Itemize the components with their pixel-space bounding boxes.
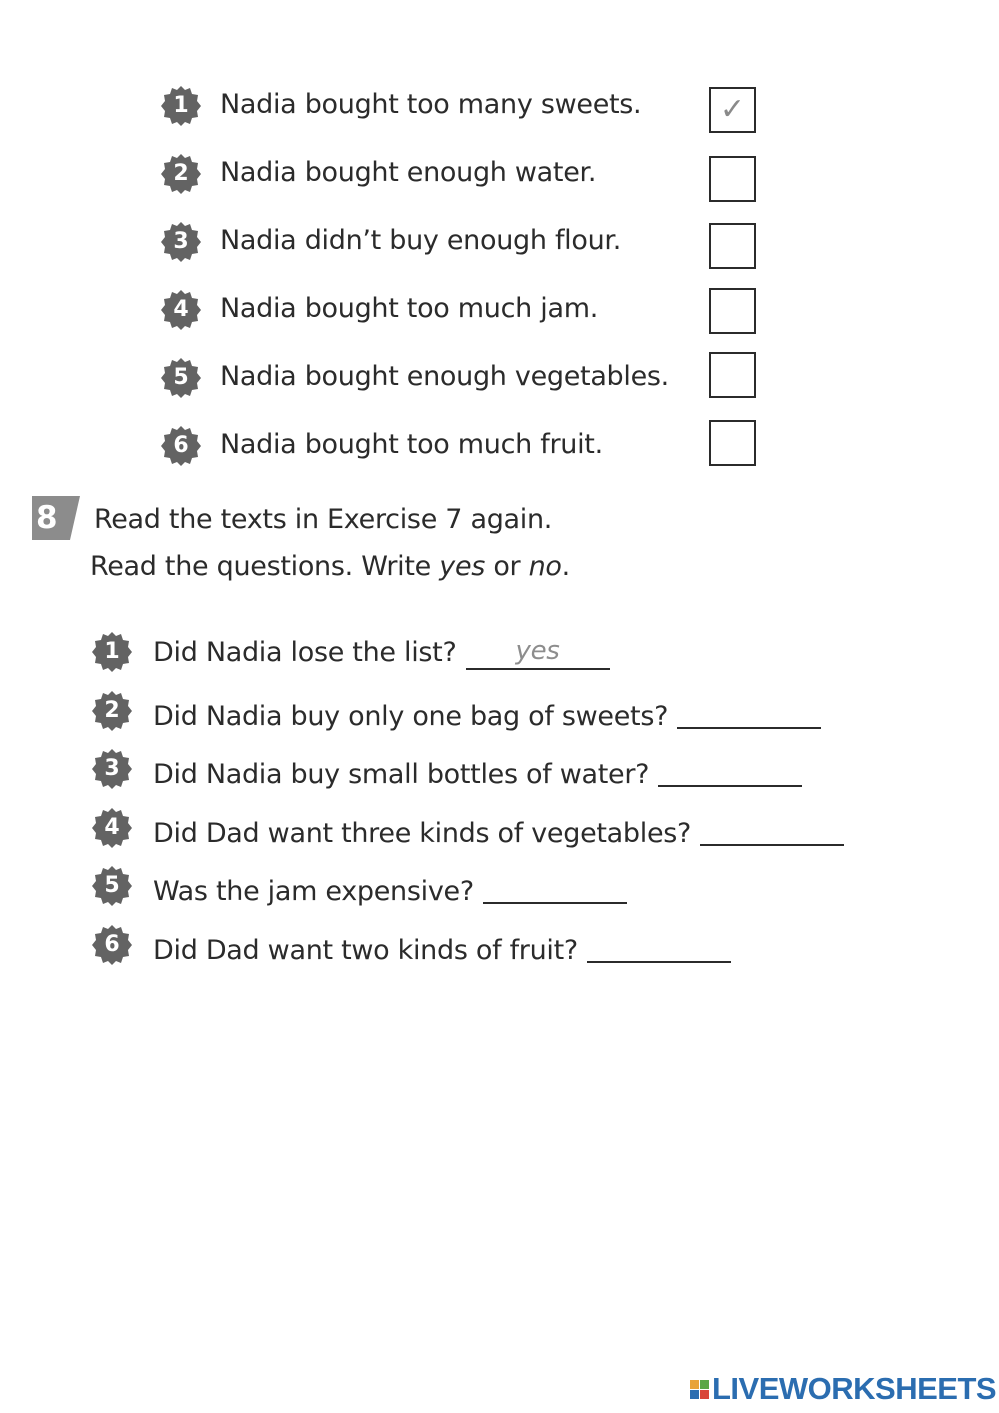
question [153, 636, 610, 670]
badge-number: 4 [104, 815, 120, 840]
statement-checkbox[interactable] [709, 87, 756, 133]
number-badge-icon [160, 289, 202, 331]
instruction-word-no: no [528, 551, 562, 582]
badge-number: 6 [173, 433, 189, 458]
instruction-text: Read the questions. Write [90, 551, 440, 582]
statement-text: Nadia bought too many sweets. [220, 89, 642, 120]
question-text: Did Nadia buy small bottles of water? [153, 759, 650, 790]
number-badge-icon [91, 748, 133, 790]
check-mark-icon: ✓ [719, 92, 746, 127]
number-badge-icon [91, 690, 133, 732]
badge-number: 1 [173, 93, 189, 118]
exercise-number: 8 [36, 500, 58, 536]
badge-number: 3 [173, 229, 189, 254]
question-text: Did Dad want three kinds of vegetables? [153, 818, 692, 849]
instruction-line-1: Read the texts in Exercise 7 again. [94, 504, 553, 535]
number-badge-icon [160, 85, 202, 127]
answer-blank[interactable] [700, 816, 844, 846]
answer-blank[interactable] [466, 636, 610, 670]
instruction-line-2 [90, 550, 570, 584]
exercise-number-icon [32, 496, 80, 540]
number-badge-icon [91, 924, 133, 966]
answer-blank[interactable] [483, 874, 627, 904]
statement-text: Nadia bought too much jam. [220, 293, 598, 324]
statement-text: Nadia bought enough vegetables. [220, 361, 669, 392]
statement-checkbox[interactable] [709, 156, 756, 202]
question-text: Did Nadia lose the list? [153, 637, 457, 668]
question-text: Did Dad want two kinds of fruit? [153, 935, 578, 966]
number-badge-icon [160, 357, 202, 399]
instruction-text: or [485, 551, 529, 582]
liveworksheets-logo[interactable] [690, 1372, 996, 1406]
logo-grid-icon [690, 1380, 709, 1399]
badge-number: 5 [173, 365, 189, 390]
number-badge-icon [91, 631, 133, 673]
badge-number: 5 [104, 873, 120, 898]
number-badge-icon [91, 807, 133, 849]
answer-text: yes [515, 636, 560, 666]
question [153, 753, 802, 792]
badge-number: 1 [104, 639, 120, 664]
statement-checkbox[interactable] [709, 420, 756, 466]
statement-text: Nadia didn’t buy enough flour. [220, 225, 621, 256]
statement-text: Nadia bought too much fruit. [220, 429, 603, 460]
number-badge-icon [160, 425, 202, 467]
question [153, 870, 627, 909]
badge-number: 4 [173, 297, 189, 322]
number-badge-icon [160, 221, 202, 263]
answer-blank[interactable] [587, 933, 731, 963]
answer-blank[interactable] [677, 699, 821, 729]
statement-checkbox[interactable] [709, 352, 756, 398]
statement-checkbox[interactable] [709, 288, 756, 334]
answer-blank[interactable] [658, 757, 802, 787]
statement-checkbox[interactable] [709, 223, 756, 269]
question [153, 695, 821, 734]
question [153, 929, 731, 968]
logo-text: LIVEWORKSHEETS [712, 1371, 997, 1406]
badge-number: 2 [104, 698, 120, 723]
instruction-text: . [561, 551, 570, 582]
statement-text: Nadia bought enough water. [220, 157, 597, 188]
badge-number: 3 [104, 756, 120, 781]
instruction-word-yes: yes [439, 551, 486, 582]
question-text: Did Nadia buy only one bag of sweets? [153, 701, 669, 732]
badge-number: 6 [104, 932, 120, 957]
number-badge-icon [160, 153, 202, 195]
question [153, 812, 844, 851]
question-text: Was the jam expensive? [153, 876, 474, 907]
badge-number: 2 [173, 161, 189, 186]
number-badge-icon [91, 865, 133, 907]
